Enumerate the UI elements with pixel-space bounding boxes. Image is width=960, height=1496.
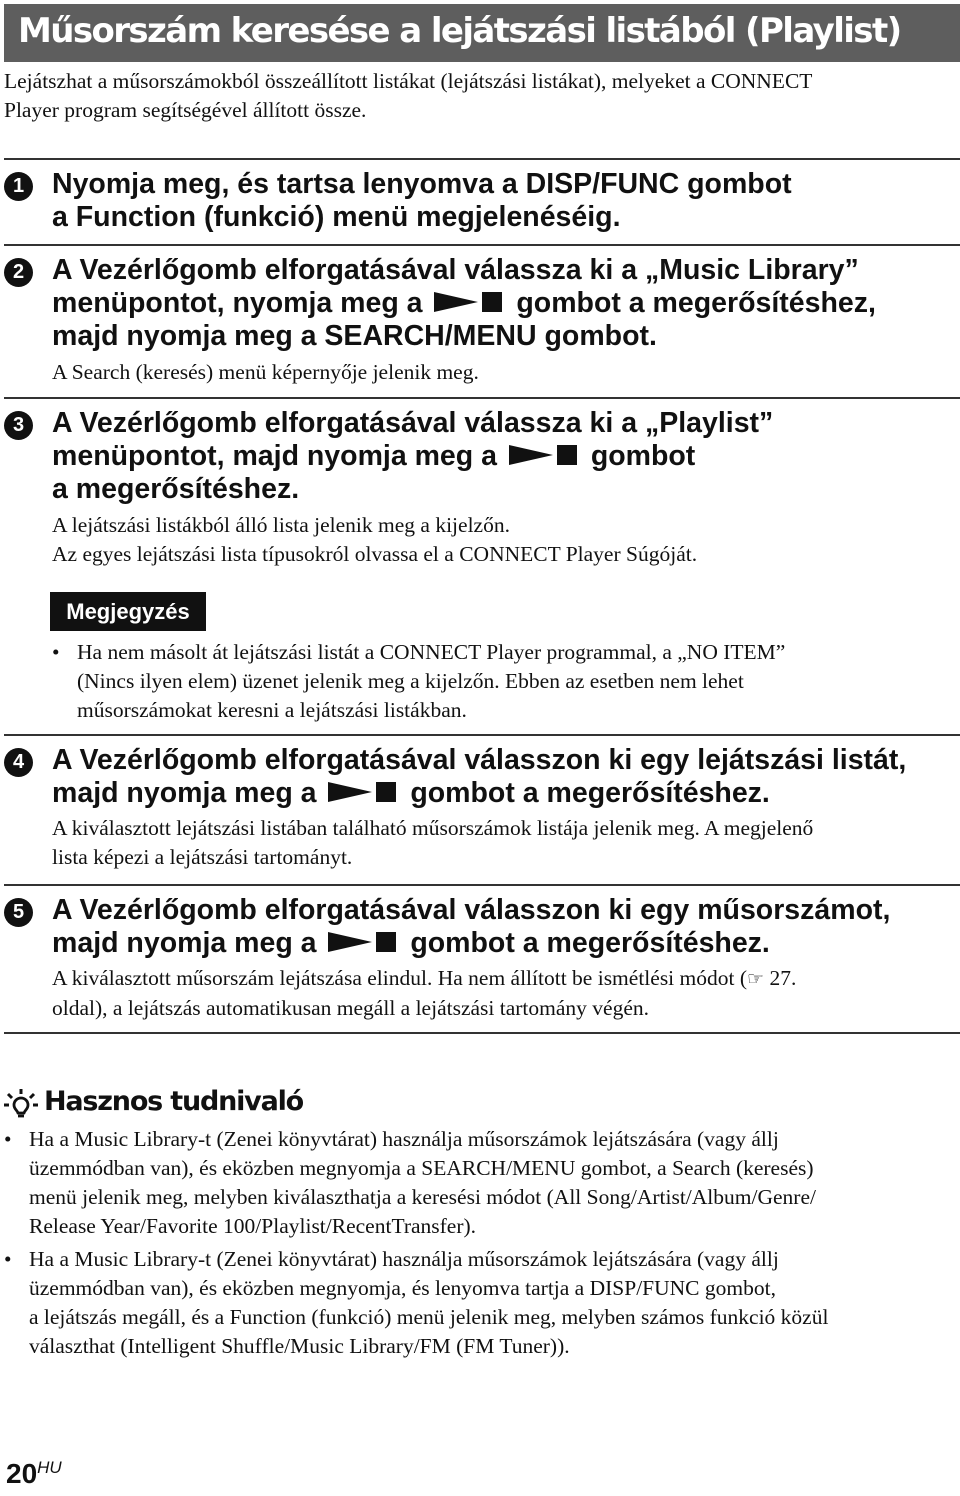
step-heading-line: A Vezérlőgomb elforgatásával válassza ki a „Music Library” <box>52 254 859 286</box>
step-heading-text: gombot a megerősítéshez, <box>516 287 876 319</box>
step-heading <box>52 254 876 353</box>
step-heading-text: menüpontot, nyomja meg a <box>52 287 423 319</box>
note-label: Megjegyzés <box>50 592 206 631</box>
play-pause-icon <box>432 290 506 314</box>
step-heading-line: majd nyomja meg a SEARCH/MENU gombot. <box>52 320 657 352</box>
page-footer <box>6 1458 62 1490</box>
tip-line: • Ha a Music Library-t (Zenei könyvtárat) használja műsorszámok lejátszására (vagy állj <box>29 1127 779 1151</box>
divider <box>4 734 960 736</box>
page-number: 20 <box>6 1458 38 1489</box>
step-heading-text: gombot <box>590 440 696 472</box>
note-line: műsorszámokat keresni a lejátszási listákban. <box>77 698 467 722</box>
tip-line: menü jelenik meg, melyben kiválaszthatja a keresési módot (All Song/Artist/Album/Genre/ <box>29 1185 816 1209</box>
step-body-line: Az egyes lejátszási lista típusokról olvassa el a CONNECT Player Súgóját. <box>52 542 698 566</box>
note-item <box>52 638 932 725</box>
note-list <box>52 638 932 725</box>
play-pause-icon <box>326 780 400 804</box>
step-body-line: A lejátszási listákból álló lista jelenik meg a kijelzőn. <box>52 513 510 537</box>
step-heading-text: menüpontot, majd nyomja meg a <box>52 440 497 472</box>
step-body-line: lista képezi a lejátszási tartományt. <box>52 845 353 869</box>
divider <box>4 1032 960 1034</box>
step-heading-line: Nyomja meg, és tartsa lenyomva a DISP/FUNC gombot <box>52 168 792 200</box>
note-line: • Ha nem másolt át lejátszási listát a CONNECT Player programmal, a „NO ITEM” <box>77 640 786 664</box>
step-heading <box>52 407 773 506</box>
step-number: 5 <box>4 898 33 927</box>
step-heading-line <box>52 440 773 473</box>
step-body <box>52 358 952 387</box>
step-heading-line: A Vezérlőgomb elforgatásával válasszon ki egy műsorszámot, <box>52 894 891 926</box>
tip-line: üzemmódban van), és eközben megnyomja a SEARCH/MENU gombot, a Search (keresés) <box>29 1156 814 1180</box>
step-number: 3 <box>4 411 33 440</box>
play-pause-icon <box>326 930 400 954</box>
step-number: 1 <box>4 172 33 201</box>
step-heading-line: A Vezérlőgomb elforgatásával válasszon ki egy lejátszási listát, <box>52 744 907 776</box>
page-title: Műsorszám keresése a lejátszási listából (Playlist) <box>18 11 901 51</box>
step-body-line: A Search (keresés) menü képernyője jelenik meg. <box>52 360 479 384</box>
step-body <box>52 814 952 872</box>
tip-title: Hasznos tudnivaló <box>44 1086 303 1117</box>
lightbulb-icon <box>4 1088 38 1120</box>
step-body <box>52 964 952 1023</box>
step-body-text: 27. <box>764 966 797 990</box>
step-heading-line <box>52 927 890 960</box>
step-heading <box>52 894 890 960</box>
tip-line: • Ha a Music Library-t (Zenei könyvtárat) használja műsorszámok lejátszására (vagy állj <box>29 1247 779 1271</box>
step-heading-line: a megerősítéshez. <box>52 473 300 505</box>
step-heading <box>52 744 906 810</box>
step-body-line: oldal), a lejátszás automatikusan megáll a lejátszási tartomány végén. <box>52 996 650 1020</box>
step-body-line: A kiválasztott lejátszási listában található műsorszámok listája jelenik meg. A megjelenő <box>52 816 814 840</box>
intro-line: Lejátszhat a műsorszámokból összeállított listákat (lejátszási listákat), melyeket a CONNECT <box>4 69 813 93</box>
divider <box>4 884 960 886</box>
tip-item <box>4 1245 954 1361</box>
tip-line: a lejátszás megáll, és a Function (funkció) menü jelenik meg, melyben számos funkció közül <box>29 1305 829 1329</box>
step-number: 2 <box>4 258 33 287</box>
tip-line: üzemmódban van), és eközben megnyomja, és lenyomva tartja a DISP/FUNC gombot, <box>29 1276 776 1300</box>
title-bar <box>4 4 960 62</box>
step-number: 4 <box>4 748 33 777</box>
tip-line: választhat (Intelligent Shuffle/Music Library/FM (FM Tuner)). <box>29 1334 570 1358</box>
divider <box>4 158 960 160</box>
step-heading-text: gombot a megerősítéshez. <box>410 777 770 809</box>
step-body <box>52 511 952 569</box>
page-reference-icon: ☞ <box>747 968 765 990</box>
step-body-text: A kiválasztott műsorszám lejátszása elindul. Ha nem állított be ismétlési módot ( <box>52 966 748 990</box>
play-pause-icon <box>507 443 581 467</box>
step-heading-text: gombot a megerősítéshez. <box>410 927 770 959</box>
divider <box>4 244 960 246</box>
step-heading-line: a Function (funkció) menü megjelenéséig. <box>52 201 621 233</box>
intro-line: Player program segítségével állított össze. <box>4 98 367 122</box>
step-heading-line <box>52 287 876 320</box>
divider <box>4 397 960 399</box>
step-heading-text: majd nyomja meg a <box>52 927 317 959</box>
tip-list <box>4 1125 954 1361</box>
tip-item <box>4 1125 954 1241</box>
intro-paragraph <box>4 67 954 125</box>
step-heading-line: A Vezérlőgomb elforgatásával válassza ki a „Playlist” <box>52 407 774 439</box>
step-heading-line <box>52 777 906 810</box>
step-heading-text: majd nyomja meg a <box>52 777 317 809</box>
note-line: (Nincs ilyen elem) üzenet jelenik meg a kijelzőn. Ebben az esetben nem lehet <box>77 669 744 693</box>
step-body-line <box>52 964 952 994</box>
language-code: HU <box>37 1458 62 1477</box>
step-heading <box>52 168 792 234</box>
tip-line: Release Year/Favorite 100/Playlist/RecentTransfer). <box>29 1214 477 1238</box>
